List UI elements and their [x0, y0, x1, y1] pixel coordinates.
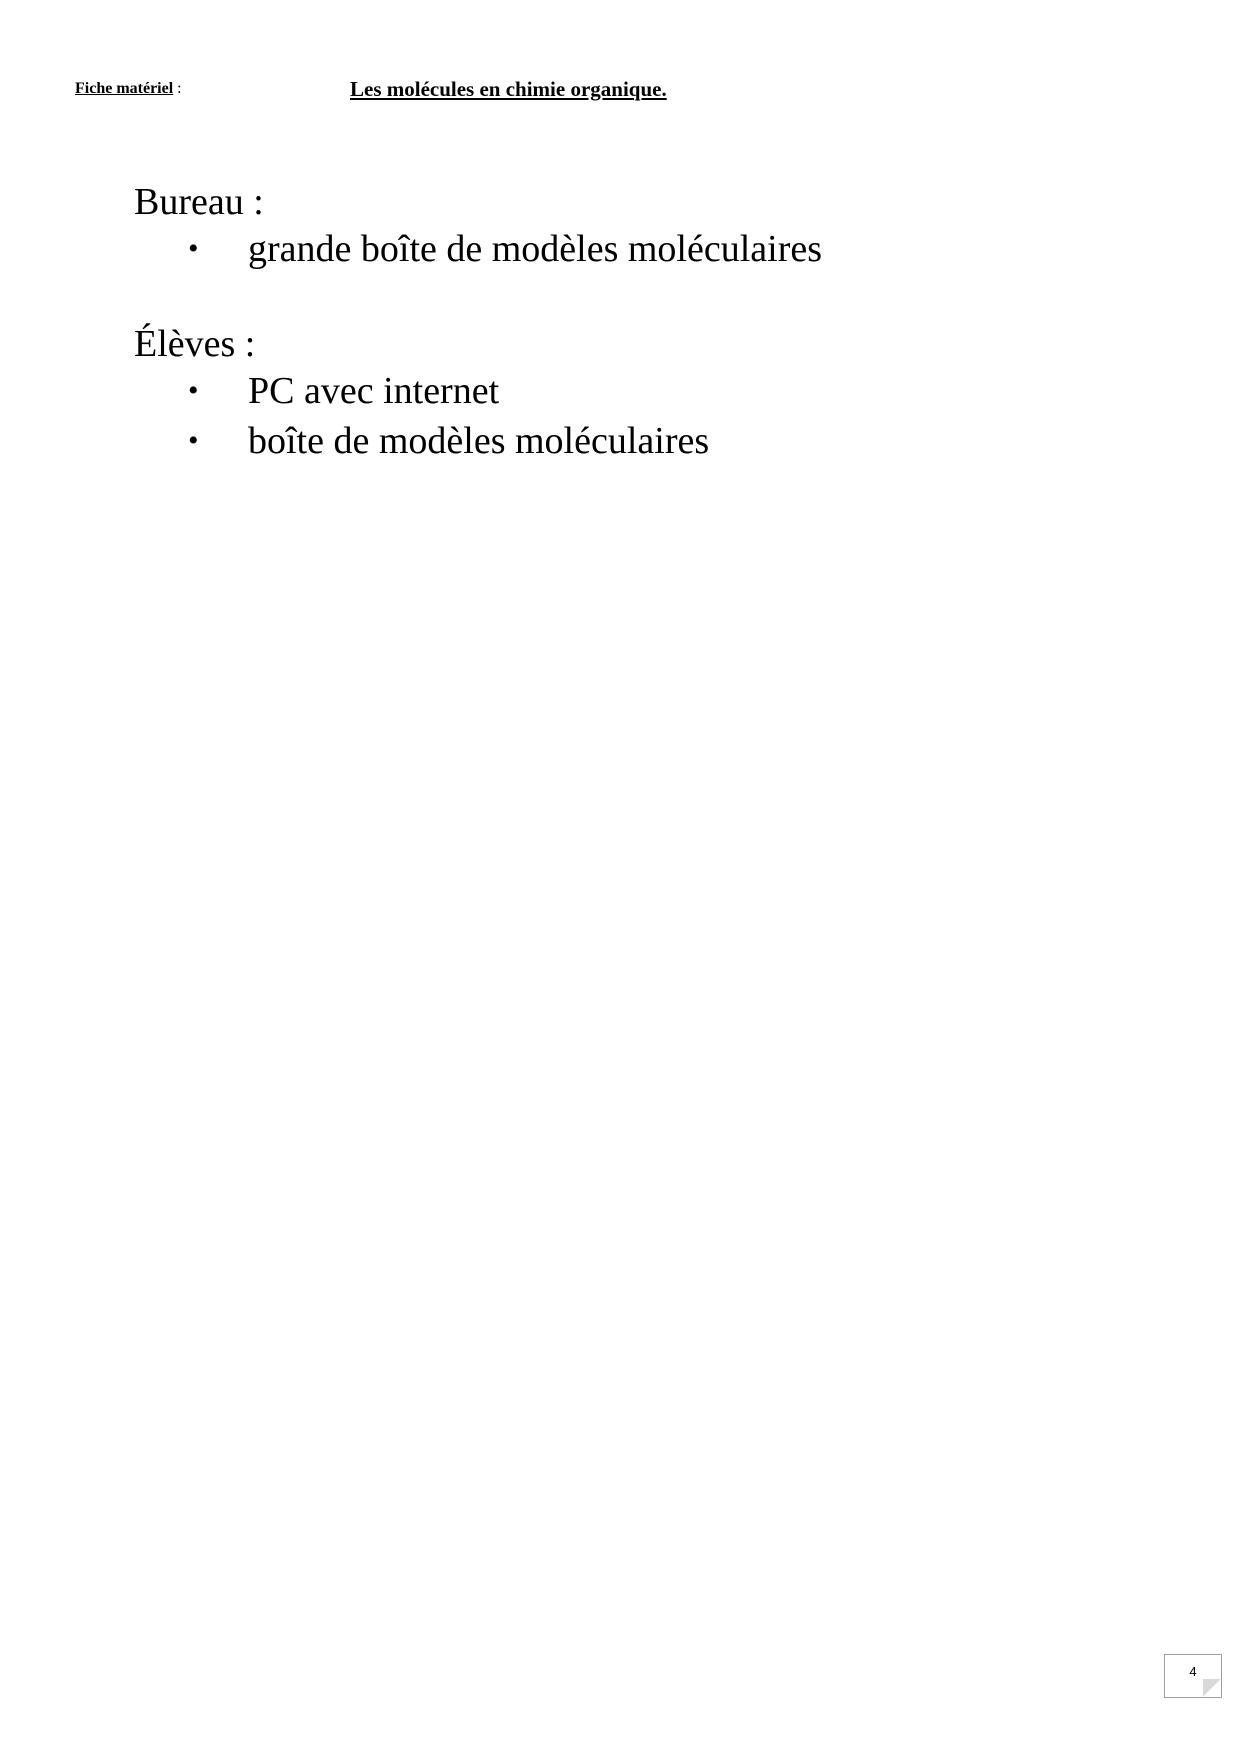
document-label-text: Fiche matériel [75, 80, 174, 97]
list-item [134, 224, 822, 274]
document-label [75, 79, 182, 99]
list-item-text: boîte de modèles moléculaires [248, 420, 710, 462]
page-number-text: 4 [1189, 1664, 1197, 1679]
section-eleves [134, 322, 709, 466]
bullet-icon: • [188, 374, 199, 407]
material-list-bureau [134, 224, 822, 274]
list-item-text: grande boîte de modèles moléculaires [248, 228, 823, 270]
list-item [134, 416, 709, 466]
page-curl-icon [1203, 1679, 1221, 1697]
material-list-eleves [134, 366, 709, 466]
section-bureau [134, 180, 822, 274]
document-label-separator: : [173, 80, 182, 97]
bullet-icon: • [188, 424, 199, 457]
list-item [134, 366, 709, 416]
document-title: Les molécules en chimie organique. [350, 77, 667, 101]
section-heading-bureau: Bureau : [134, 181, 264, 223]
list-item-text: PC avec internet [248, 370, 500, 412]
section-heading-eleves: Élèves : [134, 323, 256, 365]
bullet-icon: • [188, 232, 199, 265]
page-number [1164, 1654, 1222, 1698]
